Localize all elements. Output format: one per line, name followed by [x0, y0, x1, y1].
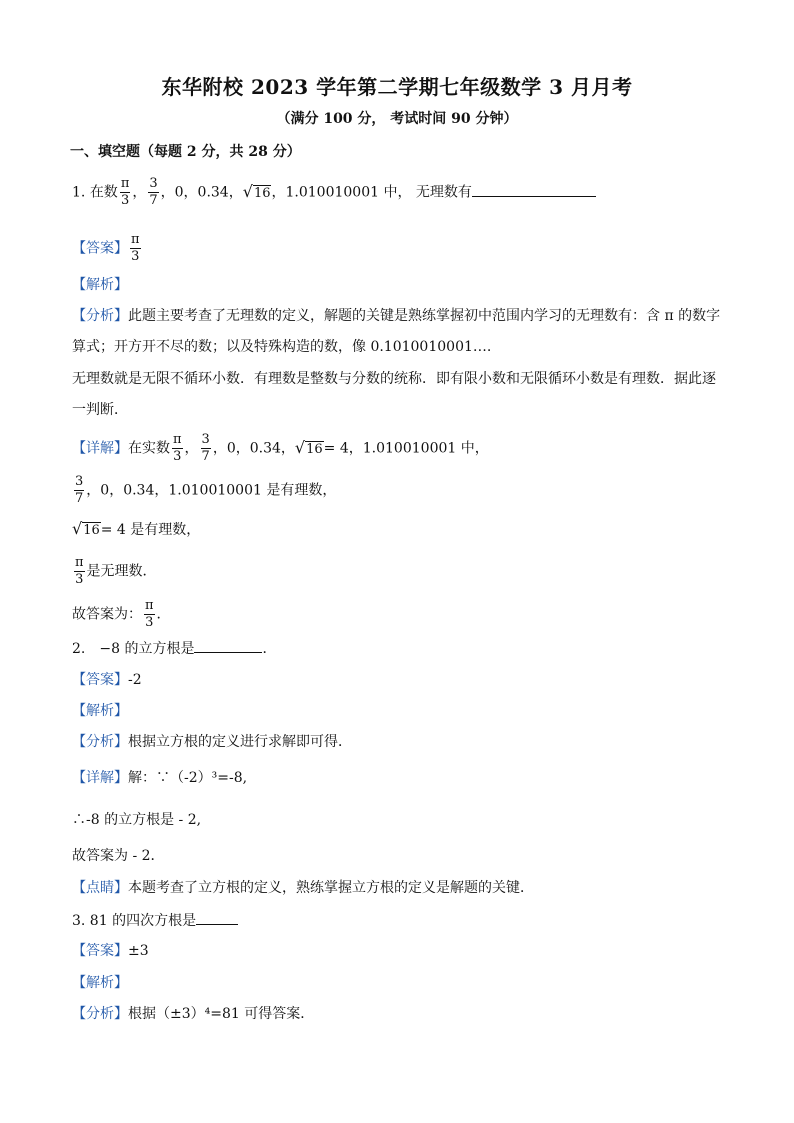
fenxi-tag: 【分析】	[72, 734, 128, 750]
question-1-conclusion	[72, 598, 171, 631]
question-2-detail	[72, 768, 247, 788]
fraction-pi-over-3	[74, 555, 85, 588]
answer-blank	[194, 638, 262, 653]
radicand: 16	[253, 185, 271, 201]
fraction-denominator: 3	[131, 249, 140, 264]
answer-tag: 【答案】	[72, 672, 128, 688]
question-1-sqrt-rational	[72, 519, 200, 541]
fraction-denominator: 3	[75, 572, 84, 587]
question-1-irrational	[72, 555, 157, 588]
answer-blank	[196, 910, 238, 925]
dianjing-text: 本题考查了立方根的定义，熟练掌握立方根的定义是解题的关键．	[128, 880, 534, 896]
sqrt-icon: √	[72, 519, 83, 538]
fraction-numerator: 3	[75, 474, 84, 489]
fraction-numerator: π	[75, 555, 84, 570]
question-3-fenxi	[72, 1004, 314, 1024]
analysis-tag: 【解析】	[72, 277, 128, 293]
fraction-denominator: 7	[149, 193, 158, 208]
fenxi-text: 根据（±3）⁴=81 可得答案．	[128, 1006, 315, 1022]
sqrt-rational-text: = 4 是有理数，	[100, 522, 201, 538]
question-2-text: 2. −8 的立方根是	[72, 641, 195, 657]
conclusion-text: 故答案为：	[72, 606, 142, 623]
fraction-3-over-7	[201, 432, 211, 465]
fenxi-text: 此题主要考查了无理数的定义，解题的关键是熟练掌握初中范围内学习的无理数有：含 π 的数字	[128, 308, 721, 324]
question-1-answer	[72, 232, 143, 265]
question-2-fenxi	[72, 732, 352, 752]
question-3-text: 3. 81 的四次方根是	[72, 913, 197, 929]
question-2	[72, 638, 276, 659]
document-subtitle: （满分 100 分， 考试时间 90 分钟）	[276, 111, 518, 127]
detail-tag: 【详解】	[72, 440, 128, 457]
sqrt-16	[72, 519, 101, 541]
section-heading-fill-in: 一、填空题（每题 2 分，共 28 分）	[70, 144, 301, 160]
fenxi-tag: 【分析】	[72, 308, 128, 324]
question-1-fenxi-line-3: 无理数就是无限不循环小数．有理数是整数与分数的统称．即有限小数和无限循环小数是有理数．据此逐	[72, 371, 716, 387]
analysis-tag: 【解析】	[72, 975, 128, 991]
sqrt-icon: √	[294, 437, 306, 457]
sqrt-equals: = 4	[323, 440, 349, 457]
question-1-rational-list	[72, 474, 336, 507]
fraction-denominator: 7	[75, 491, 84, 506]
fraction-pi-over-3	[120, 176, 131, 209]
question-1-analysis-tag	[72, 275, 128, 295]
irrational-text: 是无理数．	[86, 563, 157, 580]
number-list: ，0，0.34，	[212, 440, 295, 457]
dianjing-tag: 【点睛】	[72, 880, 128, 896]
fenxi-tag: 【分析】	[72, 1006, 128, 1022]
period: ．	[156, 606, 171, 623]
question-1-fenxi-line-2: 算式；开方开不尽的数；以及特殊构造的数，像 0.1010010001….	[72, 339, 492, 355]
radicand: 16	[306, 441, 323, 457]
sqrt-icon: √	[242, 181, 253, 201]
question-1-detail	[72, 432, 489, 465]
question-2-conclusion: 故答案为 - 2．	[72, 848, 165, 864]
fraction-3-over-7	[74, 474, 84, 507]
fraction-numerator: 3	[201, 432, 210, 447]
fraction-denominator: 3	[145, 615, 154, 630]
question-1-intro: 在数	[89, 184, 118, 201]
fraction-numerator: 3	[149, 176, 158, 191]
answer-tag: 【答案】	[72, 240, 128, 257]
question-number: 1.	[72, 184, 86, 201]
fraction-numerator: π	[131, 232, 140, 247]
sqrt-16	[243, 182, 272, 204]
detail-intro: 在实数	[128, 440, 170, 457]
fraction-pi-over-3	[144, 598, 155, 631]
question-2-answer	[72, 670, 142, 690]
fraction-pi-over-3	[130, 232, 141, 265]
document-title: 东华附校 2023 学年第二学期七年级数学 3 月月考	[161, 75, 633, 99]
fraction-numerator: π	[173, 432, 182, 447]
question-1-fenxi-line-1	[72, 306, 720, 326]
number-list: ，0，0.34，	[160, 184, 243, 201]
question-3	[72, 910, 238, 931]
detail-text: 解：∵（-2）³=-8,	[128, 770, 248, 786]
question-3-answer	[72, 941, 149, 961]
question-3-analysis-tag	[72, 973, 128, 993]
question-1-fenxi-line-4: 一判断．	[72, 402, 128, 418]
fraction-denominator: 7	[201, 449, 210, 464]
radicand: 16	[83, 523, 100, 538]
fraction-numerator: π	[145, 598, 154, 613]
question-2-therefore: ∴-8 的立方根是 - 2,	[72, 812, 202, 828]
sqrt-16	[295, 438, 324, 460]
fraction-denominator: 3	[173, 449, 182, 464]
answer-value: -2	[128, 672, 142, 688]
answer-tag: 【答案】	[72, 943, 128, 959]
fraction-numerator: π	[120, 176, 130, 191]
fraction-pi-over-3	[172, 432, 183, 465]
period: ．	[262, 641, 277, 657]
rational-text: ，0，0.34，1.010010001 是有理数，	[86, 482, 337, 499]
fraction-denominator: 3	[120, 193, 130, 208]
question-1-tail: ，1.010010001 中， 无理数有	[271, 184, 472, 201]
fenxi-text: 根据立方根的定义进行求解即可得．	[128, 734, 352, 750]
question-2-dianjing	[72, 878, 534, 898]
answer-value: ±3	[128, 943, 149, 959]
detail-tag: 【详解】	[72, 770, 128, 786]
question-2-analysis-tag	[72, 701, 128, 721]
detail-tail: ，1.010010001 中，	[348, 440, 489, 457]
answer-blank	[472, 182, 596, 197]
question-1	[72, 176, 596, 209]
separator: ，	[184, 440, 199, 457]
fraction-3-over-7	[148, 176, 158, 209]
analysis-tag: 【解析】	[72, 703, 128, 719]
separator: ，	[132, 184, 147, 201]
